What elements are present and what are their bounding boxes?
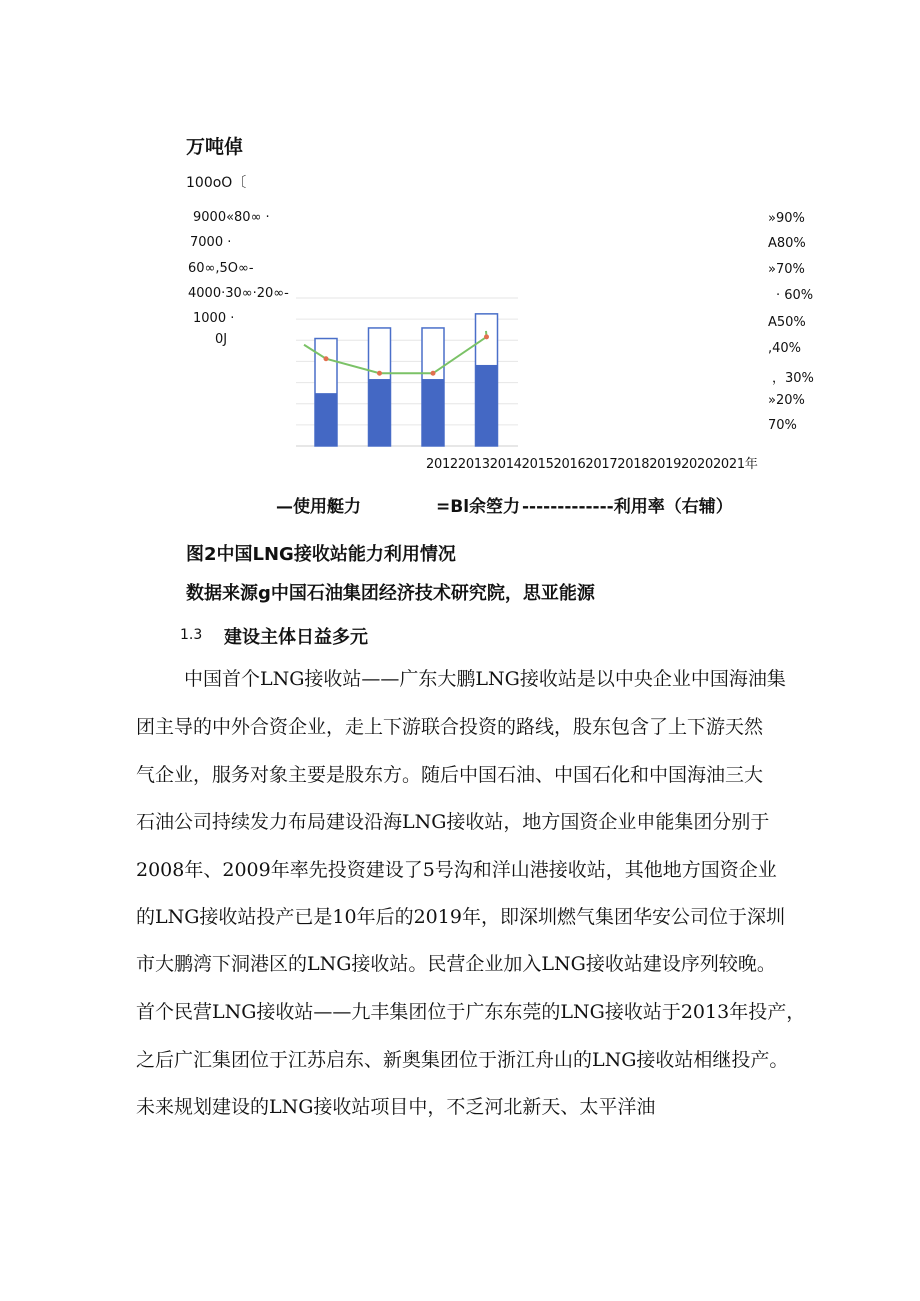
right-axis-label: ,40%	[768, 341, 802, 356]
right-axis-label: A50%	[768, 315, 806, 330]
body-line: 2008年、2009年率先投资建设了5号沟和洋山港接收站，其他地方国资企业	[136, 859, 777, 881]
right-axis-label: »20%	[768, 393, 805, 408]
body-line: 未来规划建设的LNG接收站项目中，不乏河北新天、太平洋油	[136, 1096, 656, 1118]
legend-capacity: —使用艇力	[276, 497, 361, 517]
bar-used	[422, 379, 444, 446]
x-axis-label	[426, 453, 758, 472]
legend-rate: -------------利用率（右辅）	[522, 497, 733, 517]
chart-plot	[296, 286, 528, 451]
body-line: 市大鹏湾下洞港区的LNG接收站。民营企业加入LNG接收站建设序列较晚。	[136, 953, 776, 975]
chart-unit-label: 万吨倬	[186, 136, 244, 158]
bar-used	[369, 379, 391, 446]
body-line: 团主导的中外合资企业，走上下游联合投资的路线，股东包含了上下游天然	[136, 716, 764, 738]
bar-used	[476, 365, 498, 446]
x-axis-years: 2012201320142015201620172018201920202021年	[426, 457, 758, 472]
section-title: 建设主体日益多元	[224, 627, 368, 648]
left-axis-label: 7000 ·	[190, 235, 232, 250]
left-axis-label: 4000·30∞·20∞-	[188, 286, 289, 301]
rate-point	[324, 356, 329, 361]
body-line: 气企业，服务对象主要是股东方。随后中国石油、中国石化和中国海油三大	[136, 764, 764, 786]
rate-point	[484, 334, 489, 339]
body-line: 石油公司持续发力布局建设沿海LNG接收站，地方国资企业申能集团分别于	[136, 811, 770, 833]
chart-top-label: 100oO〔	[186, 175, 247, 191]
rate-point	[377, 371, 382, 376]
rate-point	[431, 371, 436, 376]
left-axis-label: 60∞,5O∞-	[188, 261, 254, 276]
body-line: 中国首个LNG接收站——广东大鹏LNG接收站是以中央企业中国海油集	[184, 668, 786, 690]
left-axis-label: 0J	[215, 332, 228, 347]
right-axis-label: ，30%	[772, 371, 814, 386]
section-number: 1.3	[180, 627, 203, 643]
right-axis-label: A80%	[768, 236, 806, 251]
figure-source: 数据来源g中国石油集团经济技术研究院，思亚能源	[186, 583, 595, 604]
bar-used	[315, 393, 337, 446]
body-line: 之后广汇集团位于江苏启东、新奥集团位于浙江舟山的LNG接收站相继投产。	[136, 1049, 789, 1071]
right-axis-label: 70%	[768, 418, 797, 433]
legend	[276, 492, 361, 517]
right-axis-label: »90%	[768, 211, 805, 226]
left-axis-label: 1000 ·	[193, 311, 235, 326]
left-axis-label: 9000«80∞ ·	[193, 210, 270, 225]
figure-caption: 图2中国LNG接收站能力利用情况	[186, 544, 456, 565]
body-line: 首个民营LNG接收站——九丰集团位于广东东莞的LNG接收站于2013年投产，	[136, 1001, 806, 1023]
right-axis-label: »70%	[768, 262, 805, 277]
right-axis-label: · 60%	[776, 288, 814, 303]
body-line: 的LNG接收站投产已是10年后的2019年，即深圳燃气集团华安公司位于深圳	[136, 906, 785, 928]
legend-remaining: =Bl余箜力	[436, 497, 521, 517]
